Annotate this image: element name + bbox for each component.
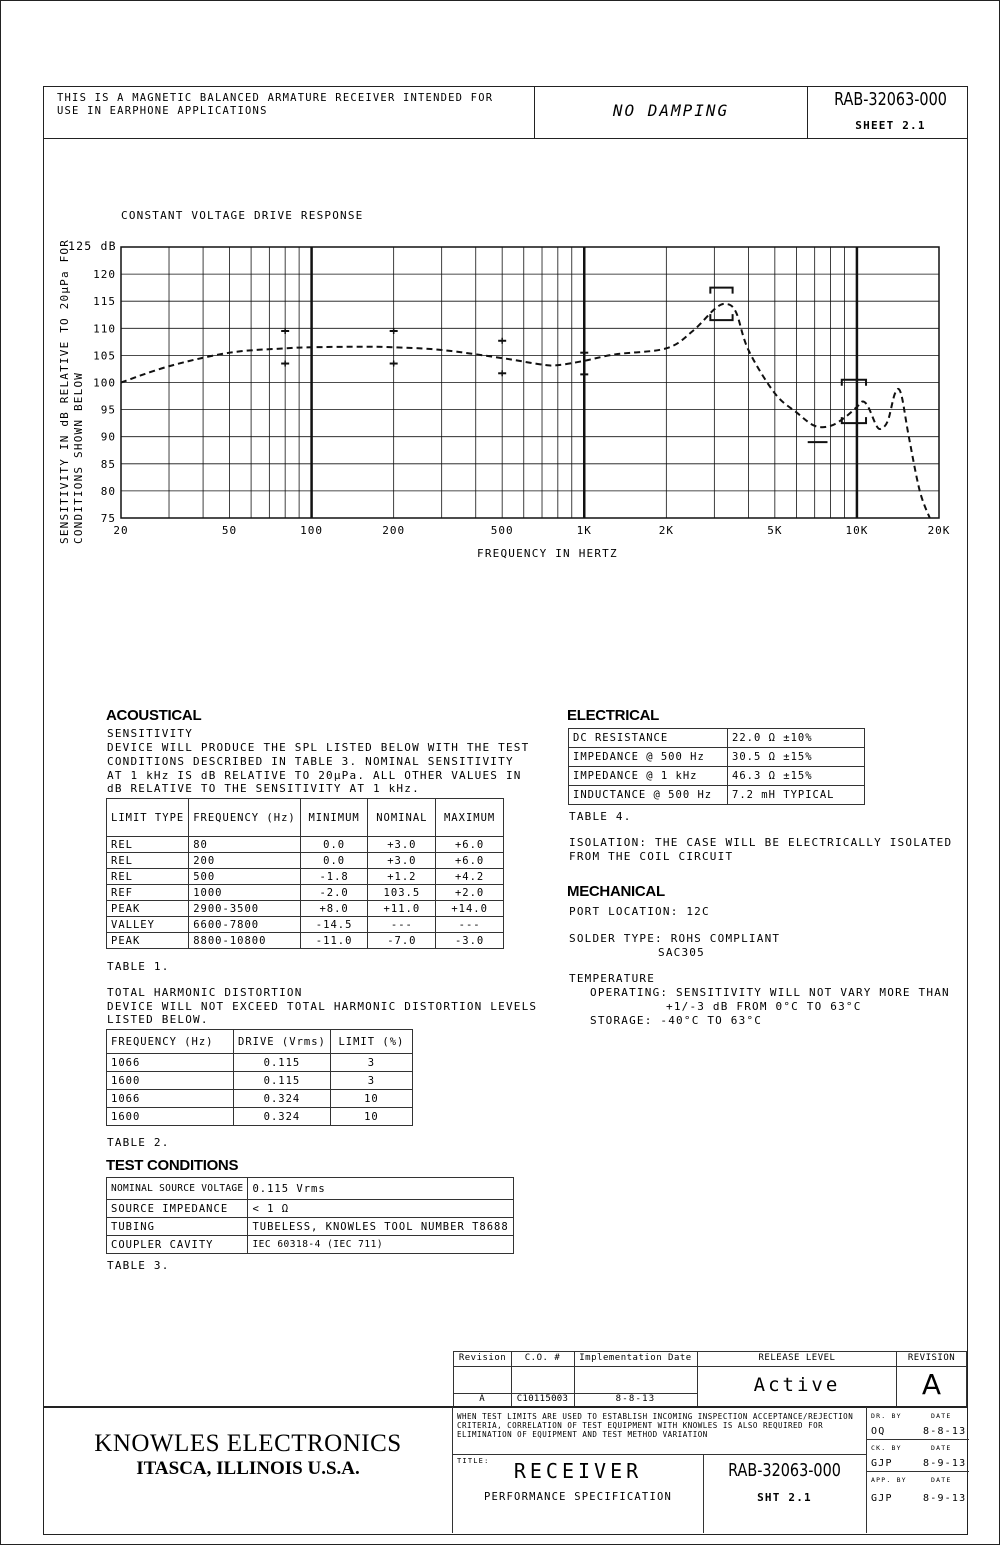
table-row [107,1030,413,1054]
acoustical-text-2: CONDITIONS DESCRIBED IN TABLE 3. NOMINAL SENSITIVITY [107,755,514,768]
table-cell: +8.0 [300,901,368,917]
table-cell: +6.0 [436,837,504,853]
table-cell: PEAK [107,933,189,949]
company-name: KNOWLES ELECTRONICS [94,1430,402,1457]
table-cell: IMPEDANCE @ 1 kHz [569,767,728,786]
title-block-grid [452,1407,969,1533]
table-row [107,1090,413,1108]
thd-text-2: LISTED BELOW. [107,1013,209,1026]
table-cell: REL [107,869,189,885]
ck-by-label: CK. BY [871,1444,902,1452]
approval-divider [866,1439,969,1440]
title-sheet: SHT 2.1 [757,1491,812,1504]
rev-header-co: C.O. # [524,1353,561,1363]
acoustical-heading: ACOUSTICAL [106,707,202,724]
table-cell: 0.115 [234,1072,331,1090]
limit-bracket-min [842,417,866,423]
part-number: RAB-32063-000 [834,89,947,110]
revision-box [896,1351,967,1407]
table-cell: -7.0 [368,933,436,949]
table-cell: 8800-10800 [189,933,301,949]
table-cell: REL [107,853,189,869]
y-tick-label: 105 [93,349,116,363]
table-row [107,885,504,901]
table-row [569,786,865,805]
dr-by-label: DR. BY [871,1412,902,1420]
table-header: MAXIMUM [436,799,504,837]
dr-date-label: DATE [931,1412,952,1420]
table-header: FREQUENCY (Hz) [107,1030,234,1054]
table-cell: 0.324 [234,1090,331,1108]
table-cell: -14.5 [300,917,368,933]
rev-divider [454,1366,697,1367]
table-4-electrical [568,728,865,805]
table-cell: +3.0 [368,853,436,869]
company-location: ITASCA, ILLINOIS U.S.A. [136,1458,360,1479]
table-cell: 7.2 mH TYPICAL [728,786,865,805]
y-tick-label: 80 [100,484,116,498]
x-tick-label: 10K [845,524,869,537]
table-cell: PEAK [107,901,189,917]
table-cell: 3 [330,1072,412,1090]
table-row [107,837,504,853]
thd-heading: TOTAL HARMONIC DISTORTION [107,986,303,999]
table-row [107,1054,413,1072]
table-cell: COUPLER CAVITY [107,1236,248,1254]
table-cell: +2.0 [436,885,504,901]
x-tick-label: 20 [113,524,129,537]
table-cell: 500 [189,869,301,885]
frequency-response-chart [0,0,1000,600]
table-cell: SOURCE IMPEDANCE [107,1200,248,1218]
table-cell: 0.0 [300,853,368,869]
table-cell: +14.0 [436,901,504,917]
table-cell: --- [436,917,504,933]
x-tick-label: 50 [221,524,238,537]
dr-by-name: OQ [871,1426,886,1437]
table-cell: IEC 60318-4 (IEC 711) [248,1236,513,1254]
table-header: LIMIT (%) [330,1030,412,1054]
implementation-date: 8-8-13 [615,1394,656,1404]
table-cell: 10 [330,1090,412,1108]
table-cell: INDUCTANCE @ 500 Hz [569,786,728,805]
table-row [569,767,865,786]
table-row [569,729,865,748]
operating-temp-2: +1/-3 dB FROM 0°C TO 63°C [666,1000,862,1013]
table-cell: 22.0 Ω ±10% [728,729,865,748]
rev-header-date: Implementation Date [579,1353,692,1363]
table-1-sensitivity [106,798,504,949]
table-cell: NOMINAL SOURCE VOLTAGE [107,1178,248,1200]
limit-bracket-max [710,288,732,294]
x-tick-label: 1K [576,524,592,537]
table-cell: 0.115 [234,1054,331,1072]
table-row [107,1218,514,1236]
test-conditions-heading: TEST CONDITIONS [106,1157,239,1174]
table-row [569,748,865,767]
release-level-value: Active [753,1374,841,1396]
table-cell: 1000 [189,885,301,901]
table-cell: 6600-7800 [189,917,301,933]
y-tick-label: 100 [93,376,116,390]
table-cell: 0.324 [234,1108,331,1126]
isolation-text-2: FROM THE COIL CIRCUIT [569,850,734,863]
y-tick-label: 115 [93,295,116,309]
title-divider [866,1407,867,1533]
notice-line-3: ELIMINATION OF EQUIPMENT AND TEST METHOD VARIATION [457,1430,708,1439]
table-cell: 200 [189,853,301,869]
table-cell: 3 [330,1054,412,1072]
table-cell: +6.0 [436,853,504,869]
limit-bracket-min [710,314,732,320]
table-cell: DC RESISTANCE [569,729,728,748]
acoustical-text-4: dB RELATIVE TO THE SENSITIVITY AT 1 kHz. [107,782,420,795]
acoustical-text-3: AT 1 kHz IS dB RELATIVE TO 20µPa. ALL OTHER VALUES IN [107,769,522,782]
table-cell: 1066 [107,1090,234,1108]
port-location: PORT LOCATION: 12C [569,905,710,918]
table-row [107,1072,413,1090]
table-cell: 80 [189,837,301,853]
document-title: RECEIVER [513,1459,643,1483]
table-4-caption: TABLE 4. [569,810,632,823]
x-tick-label: 500 [490,524,514,537]
table-cell: 103.5 [368,885,436,901]
table-cell: +3.0 [368,837,436,853]
title-label: TITLE: [457,1457,490,1465]
y-tick-label: 110 [93,322,116,336]
table-row [107,869,504,885]
variant-label: NO DAMPING [612,101,730,120]
notice-line-2: CRITERIA, CORRELATION OF TEST EQUIPMENT WITH KNOWLES IS ALSO REQUIRED FOR [457,1421,824,1430]
x-tick-label: 20K [927,524,951,537]
y-tick-label: 75 [100,512,116,525]
table-cell: +11.0 [368,901,436,917]
table-cell: TUBELESS, KNOWLES TOOL NUMBER T8688 [248,1218,513,1236]
table-cell: 1600 [107,1072,234,1090]
chart-y-top-label: 125 dB [68,239,117,253]
storage-temp: STORAGE: -40°C TO 63°C [590,1014,763,1027]
table-cell: -1.8 [300,869,368,885]
table-2-caption: TABLE 2. [107,1136,170,1149]
table-cell: REF [107,885,189,901]
table-header: FREQUENCY (Hz) [189,799,301,837]
table-2-thd [106,1029,413,1126]
table-header: LIMIT TYPE [107,799,189,837]
y-tick-label: 85 [100,457,116,471]
chart-y-label-line-2: CONDITIONS SHOWN BELOW [72,371,85,544]
sensitivity-subheading: SENSITIVITY [107,727,194,740]
revision-table [453,1351,698,1407]
acoustical-text-1: DEVICE WILL PRODUCE THE SPL LISTED BELOW WITH THE TEST [107,741,530,754]
table-header: NOMINAL [368,799,436,837]
rev-value: A [479,1394,486,1404]
release-level-label: RELEASE LEVEL [758,1353,836,1363]
table-cell: -3.0 [436,933,504,949]
table-cell: +4.2 [436,869,504,885]
table-cell: REL [107,837,189,853]
table-row [107,1236,514,1254]
description-line-2: USE IN EARPHONE APPLICATIONS [57,105,268,117]
table-row [107,933,504,949]
release-level-box [697,1351,897,1407]
chart-title: CONSTANT VOLTAGE DRIVE RESPONSE [121,209,364,222]
table-cell: --- [368,917,436,933]
release-divider [698,1366,896,1367]
x-tick-label: 200 [382,524,406,537]
table-3-caption: TABLE 3. [107,1259,170,1272]
app-by-name: GJP [871,1493,893,1504]
temperature-heading: TEMPERATURE [569,972,656,985]
table-row [107,853,504,869]
chart-y-label-line-1: SENSITIVITY IN dB RELATIVE TO 20µPa FOR [58,238,71,544]
app-date: 8-9-13 [923,1493,967,1504]
y-tick-label: 90 [100,430,116,444]
table-1-caption: TABLE 1. [107,960,170,973]
table-cell: IMPEDANCE @ 500 Hz [569,748,728,767]
table-header: MINIMUM [300,799,368,837]
table-cell: -11.0 [300,933,368,949]
title-divider [453,1454,866,1455]
x-tick-label: 100 [300,524,324,537]
table-cell: +1.2 [368,869,436,885]
table-cell: 1066 [107,1054,234,1072]
table-cell: 1600 [107,1108,234,1126]
y-tick-label: 95 [100,403,116,417]
x-tick-label: 5K [767,524,783,537]
y-tick-label: 120 [93,268,116,282]
table-cell: TUBING [107,1218,248,1236]
table-3-test-conditions [106,1177,514,1254]
rev-header-revision: Revision [458,1353,507,1363]
ck-date: 8-9-13 [923,1458,967,1469]
app-date-label: DATE [931,1476,952,1484]
revision-value: A [921,1368,942,1401]
thd-text-1: DEVICE WILL NOT EXCEED TOTAL HARMONIC DISTORTION LEVELS [107,1000,538,1013]
table-row [107,1178,514,1200]
table-cell: 46.3 Ω ±15% [728,767,865,786]
revision-divider [897,1366,966,1367]
revision-label: REVISION [907,1353,956,1363]
table-cell: VALLEY [107,917,189,933]
title-part-number: RAB-32063-000 [728,1460,841,1481]
notice-line-1: WHEN TEST LIMITS ARE USED TO ESTABLISH INCOMING INSPECTION ACCEPTANCE/REJECTION [457,1412,854,1421]
x-tick-label: 2K [658,524,674,537]
table-cell: < 1 Ω [248,1200,513,1218]
table-cell: 2900-3500 [189,901,301,917]
isolation-text-1: ISOLATION: THE CASE WILL BE ELECTRICALLY ISOLATED [569,836,953,849]
mechanical-heading: MECHANICAL [567,883,665,900]
ck-by-name: GJP [871,1458,893,1469]
ck-date-label: DATE [931,1444,952,1452]
table-cell: 10 [330,1108,412,1126]
operating-temp-1: OPERATING: SENSITIVITY WILL NOT VARY MORE THAN [590,986,950,999]
solder-type: SOLDER TYPE: ROHS COMPLIANT [569,932,781,945]
table-cell: 0.0 [300,837,368,853]
table-cell: 0.115 Vrms [248,1178,513,1200]
chart-x-label: FREQUENCY IN HERTZ [477,547,618,560]
table-cell: 30.5 Ω ±15% [728,748,865,767]
table-row [107,917,504,933]
response-curve [121,304,930,518]
table-row [107,1108,413,1126]
dr-date: 8-8-13 [923,1426,967,1437]
table-row [107,901,504,917]
document-subtitle: PERFORMANCE SPECIFICATION [483,1491,673,1503]
sheet-label: SHEET 2.1 [855,119,926,132]
table-cell: -2.0 [300,885,368,901]
table-header: DRIVE (Vrms) [234,1030,331,1054]
approval-divider [866,1471,969,1472]
co-number: C10115003 [516,1394,569,1404]
electrical-heading: ELECTRICAL [567,707,659,724]
solder-alloy: SAC305 [658,946,705,959]
table-row [107,1200,514,1218]
app-by-label: APP. BY [871,1476,907,1484]
table-row [107,799,504,837]
description-line-1: THIS IS A MAGNETIC BALANCED ARMATURE RECEIVER INTENDED FOR [57,92,494,104]
